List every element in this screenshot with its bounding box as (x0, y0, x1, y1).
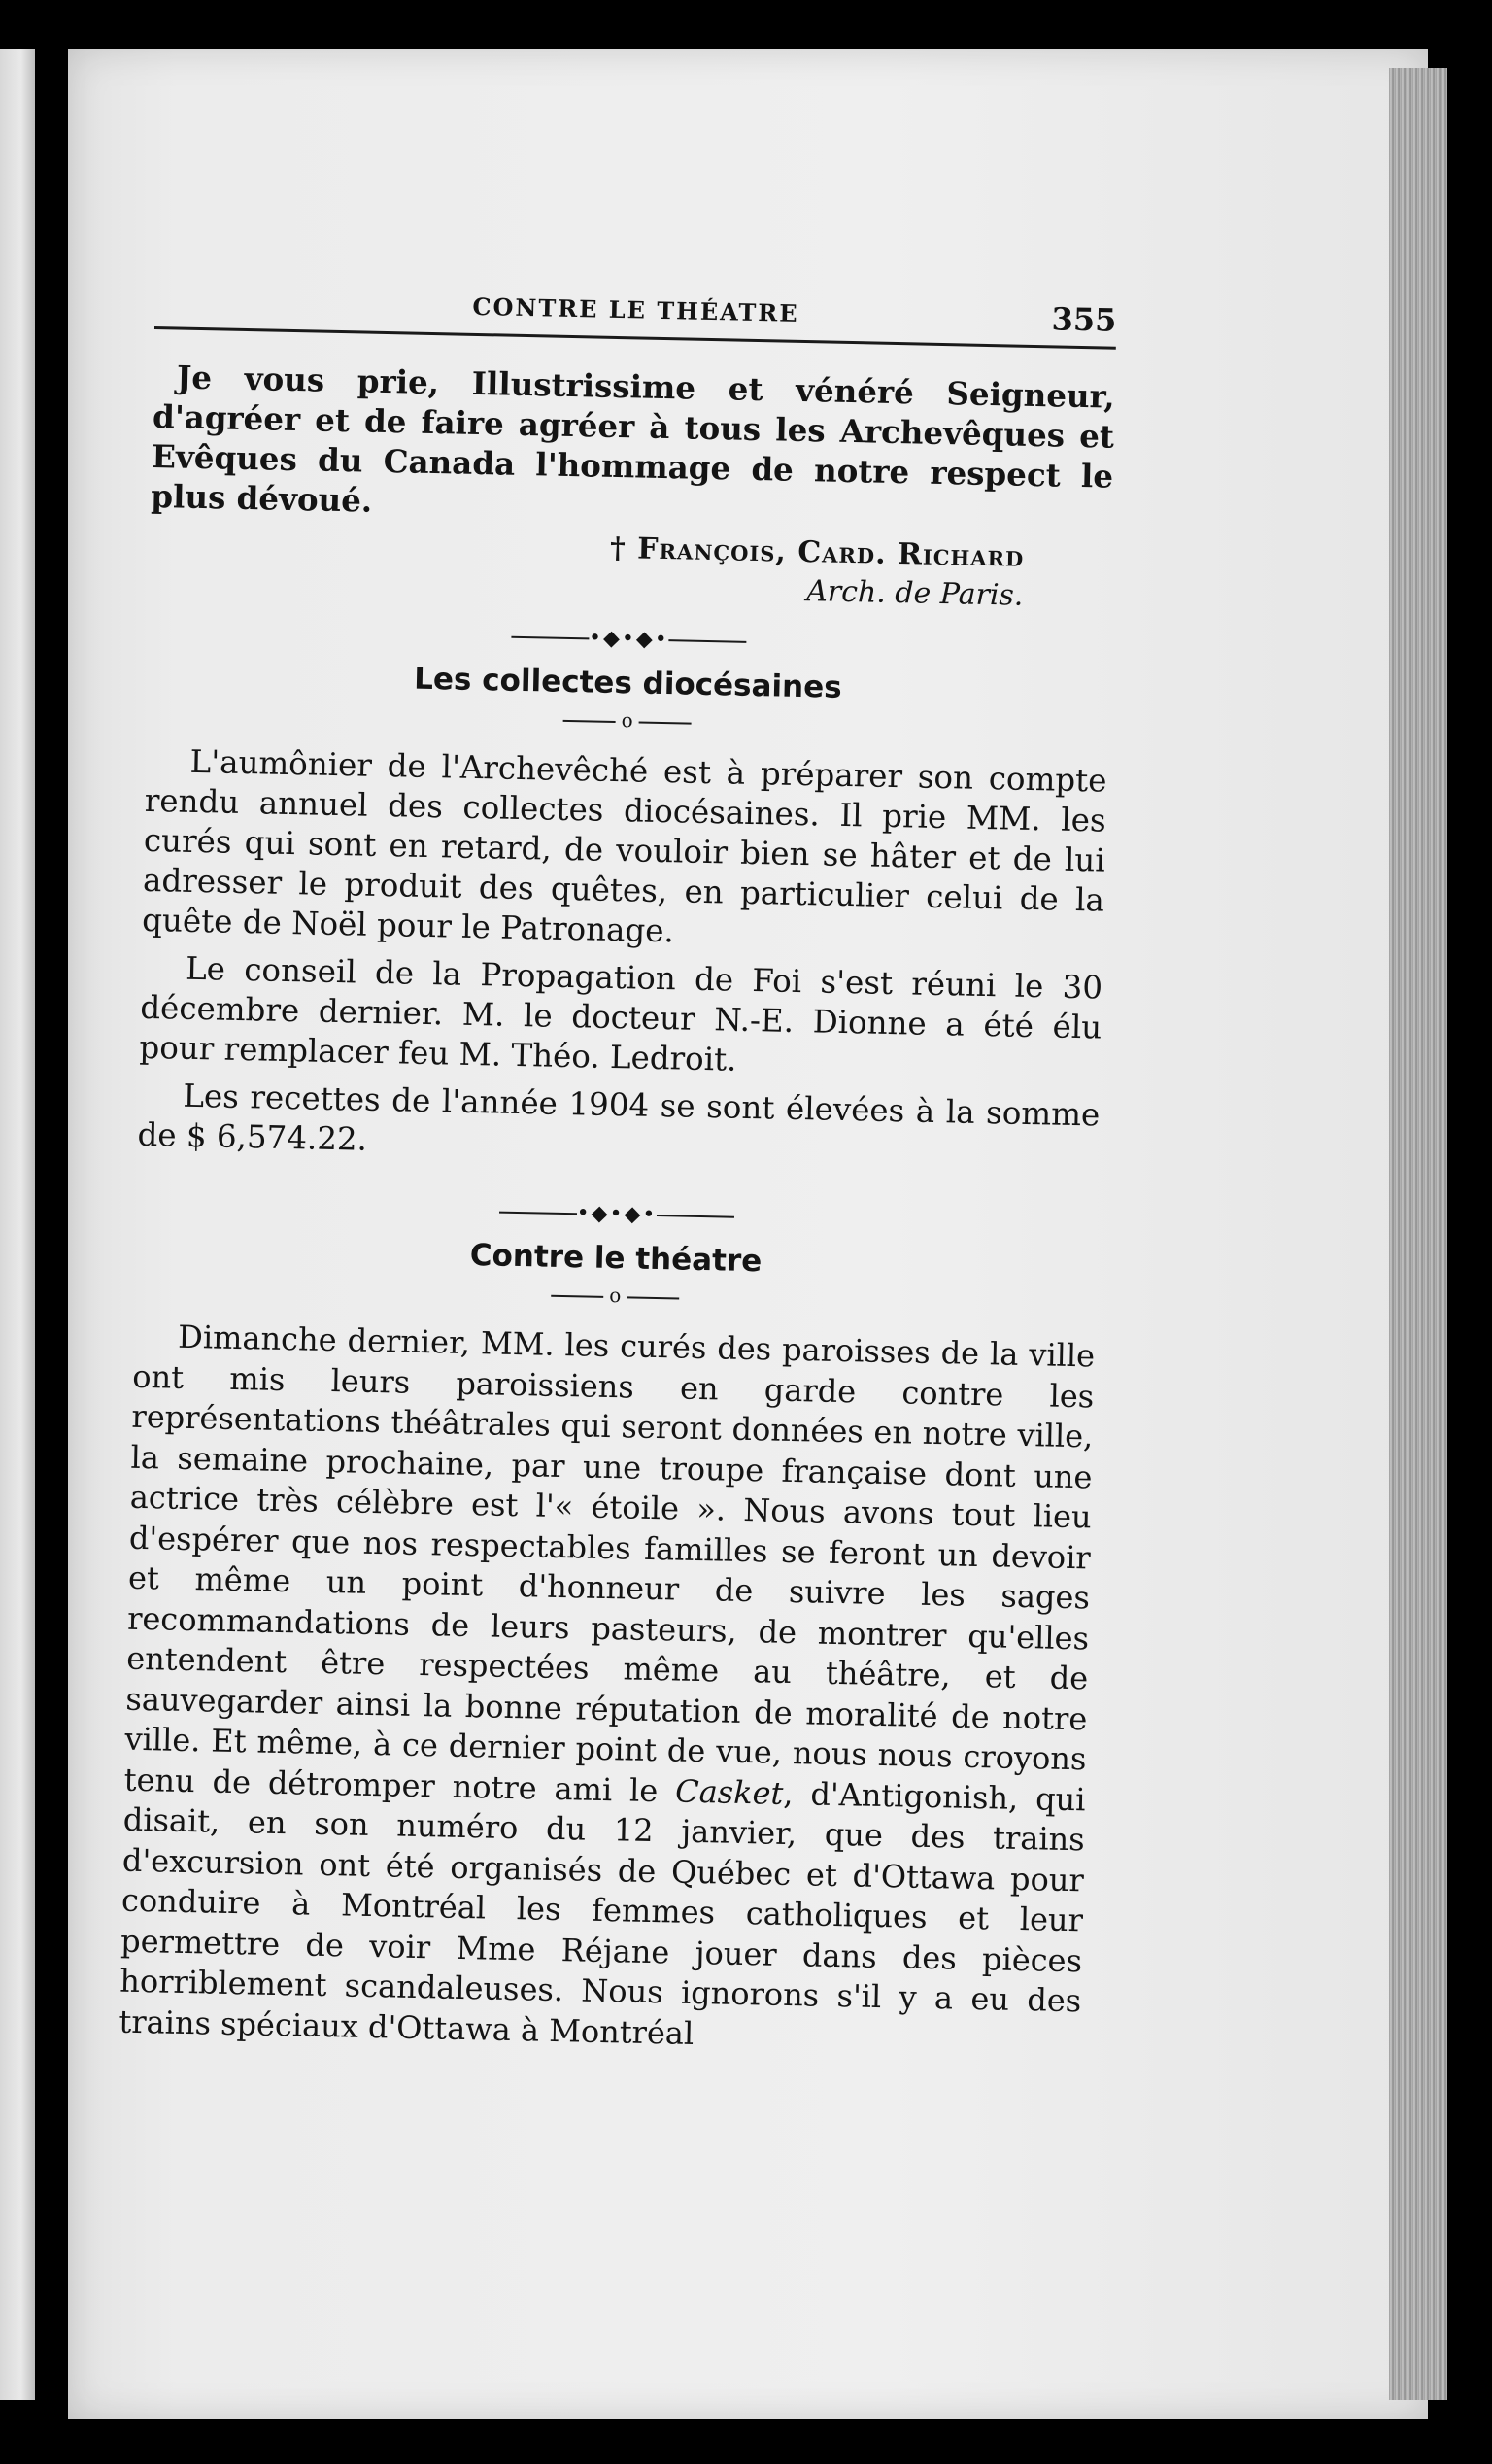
ornament-glyph: •◆•◆• (588, 626, 670, 653)
page-number: 355 (1051, 300, 1117, 339)
running-title: CONTRE LE THÉATRE (472, 291, 799, 327)
collectes-paragraph-1: L'aumônier de l'Archevêché est à préparer son compte rendu annuel des collectes diocésaines. Il prie MM. les curés qui sont en retard, de vouloir bien se hâter et de lui adresser le produit des quêtes, en particulier celui de la quête de Noël pour le Patronage. (141, 742, 1107, 950)
signature-name: † François, Card. Richard (609, 530, 1025, 574)
previous-page-edge (0, 49, 35, 2400)
page-stack-edges (1389, 68, 1447, 2400)
section-title-theatre: Contre le théatre (469, 1238, 763, 1280)
title-separator-2: o (134, 1276, 1096, 1316)
theatre-section-body (119, 1317, 1095, 2063)
section-divider-ornament (148, 619, 1109, 661)
collectes-paragraph-2: Le conseil de la Propagation de Foi s'est réuni le 30 décembre dernier. M. le docteur N.-E. Dionne a été élu pour remplacer feu M. Théo. Ledroit. (139, 949, 1103, 1078)
newspaper-title: Casket (674, 1772, 784, 1812)
collectes-paragraph-3: Les recettes de l'année 1904 se sont élevées à la somme de $ 6,574.22. (137, 1077, 1101, 1158)
letter-closing-paragraph: Je vous prie, Illustrissime et vénéré Seigneur, d'agréer et de faire agréer à tous les Archevêques et Evêques du Canada l'hommage de notre respect le plus dévoué. (150, 358, 1116, 520)
theatre-paragraph: Dimanche dernier, MM. les curés des paroisses de la ville ont mis leurs paroissiens en garde contre les représentations théâtrales qui seront données en notre ville, la semaine prochaine, par une troupe française dont une actrice très célèbre est l'« étoile ». Nous avons tout lieu d'espérer que nos respectables familles se feront un devoir et même un point d'honneur de suivre les sages recommandations de leurs pasteurs, de montrer qu'elles entendent être respectées même au théâtre, et de sauvegarder ainsi la bonne réputation de moralité de notre ville. Et même, à ce dernier point de vue, nous nous croyons tenu de détromper notre ami le Casket, d'Antigonish, qui disait, en son numéro du 12 janvier, que des trains d'excursion ont été organisés de Québec et d'Ottawa pour conduire à Montréal les femmes catholiques et leur permettre de voir Mme Réjane jouer dans des pièces horriblement scandaleuses. Nous ignorons s'il y a eu des trains spéciaux d'Ottawa à Montréal (119, 1318, 1096, 2052)
section-title-collectes: Les collectes diocésaines (413, 661, 843, 705)
title-separator: o (147, 701, 1108, 740)
signature-role: Arch. de Paris. (805, 574, 1024, 613)
signature-block (149, 520, 1111, 618)
ornament-glyph: •◆•◆• (576, 1201, 658, 1228)
page-content (119, 282, 1117, 2062)
section-divider-ornament-2 (136, 1194, 1098, 1236)
